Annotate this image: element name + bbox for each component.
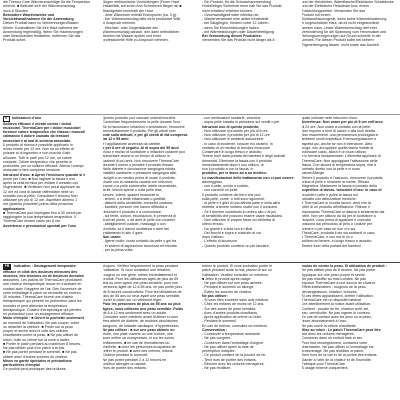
text-line: - Dei fiocchi e sopra e costruito al via <box>202 230 261 235</box>
text-line: - abbigliamenti cutanei, massaggi o con <box>102 222 166 227</box>
text-line: de 8 à 12 ans seulement avec un adulte. <box>102 310 168 315</box>
text-line: prodotto, se il danno scottatura o aree del <box>102 226 169 231</box>
fr-col-2 <box>103 264 199 400</box>
text-line: - Non utilizzare il prodotto per più di 12 ore <box>202 133 270 137</box>
text-line: - Ce produit contient de la poudre de fer. <box>202 353 267 358</box>
text-line: fornisce calore terapeutico che rilassa i muscoli <box>3 130 86 135</box>
text-line: contatto di un medico di tensioni muscolari <box>202 145 270 150</box>
text-line: retirer le produit. ■ avec des crèmes, lotions. <box>102 349 174 353</box>
text-line: prodotto, per le fasce ad a un medico: <box>202 171 267 176</box>
text-line: cute sulla delicati, e per gli utenti di età compresa <box>102 133 188 137</box>
text-line: costante. Calore terapeutico che penetra in <box>3 159 72 164</box>
text-line: in Aospruch nehmen. <box>102 21 137 26</box>
text-line: - Jede Wärmeuhr enthält Eisenpulver (ca. 3 g). <box>102 12 178 17</box>
text-line: Conserver dans un endroit frais et sec. <box>301 336 364 341</box>
text-line: 12 ore ed cura di lasciar raffreddare nelle un <box>3 189 74 194</box>
text-line: En cas de contact avec les yeux ou la peau, <box>301 315 372 319</box>
text-line: démangeaisons, irritation, brûlures. <box>301 289 358 294</box>
text-line: modo mirato per 12 ore. Non ha un effetto di <box>3 147 74 152</box>
text-line: Heilungsverzögerungen auf Grund schnelle In der <box>301 34 381 38</box>
text-line: Chaleur pendant le sommeil. <box>102 353 149 358</box>
text-line: - per la prima volta: <box>102 247 134 252</box>
text-line: - Non utilizzare le proprie fasce ed etichetta di <box>202 218 275 222</box>
text-line: Lire attentivement la notice avant utilisation. <box>301 302 372 307</box>
text-line: indossare caldo, allora è un buon utilizzo <box>301 150 367 154</box>
text-line: - Ne pas réutiliser. <box>202 366 231 370</box>
text-line: zone enflée ou ecchymoses, ni sur les zones <box>102 336 175 341</box>
text-line: pulsare al di ingombro e non riuscirà il lato <box>3 151 71 156</box>
text-line: Effets indésirables : rougeurs de la peau, <box>301 285 367 290</box>
text-line: Contient : poudre de fer, charbon actif, sel, <box>301 306 370 311</box>
text-line: prima di pelle e rimanere la mente. Ritirare <box>301 179 370 184</box>
fr-col-1 <box>3 264 99 400</box>
text-line: Mises en garde spéciales et précautions <box>3 358 72 363</box>
text-line: 30 minutes. ThermaCare fournit une chaleur <box>3 295 74 300</box>
text-line: chauffantes contre la peau. ■ Ne pas utiliser de <box>3 333 79 338</box>
text-line: - disturbi della sensibilità, immunità cutanea; <box>102 201 174 205</box>
text-line: À usage externe uniquement. <box>301 366 349 370</box>
text-line: ultimo tenuto. <box>202 222 224 227</box>
text-line: - Conserver dans l'emballage d'origine. <box>202 340 265 345</box>
text-line: Gegen elektronische Vorrichtungen (Feuer Haut <box>102 0 179 4</box>
text-line: ■ Ne pas porter pendant le sommeil. ■ Ne pas <box>3 350 77 355</box>
text-line: Ne pas utiliser : ■ sur une peau abîmée ou <box>102 327 175 332</box>
text-line: Instabilität, auf einen Arzt Schmerzen fliegen ab ■ <box>102 4 182 9</box>
text-line: Ne pas utiliser: <box>202 293 228 298</box>
divider-middle <box>0 262 400 263</box>
text-line: ricoperti, cosa prima di applicare e consulta <box>301 218 371 222</box>
french-section <box>0 264 400 400</box>
text-line: dopo l'utilizzo <box>202 235 224 239</box>
text-line: quale indicate nelle istruzioni d'uso. <box>301 116 358 120</box>
text-line: - Avec d'autres produits chauffants. <box>202 310 258 315</box>
it-col-2 <box>103 116 199 258</box>
text-line: ThermaCare: Non appoggiare l'attivazione della <box>301 158 378 163</box>
text-line: sollievo ed tenere, in luogo fresco e asciutto. <box>301 239 373 244</box>
text-line: - Éliminer avec les ordures ménagères. <box>202 361 265 366</box>
text-line: ore (quando possibile) prima della prossima <box>3 202 73 207</box>
text-line: muscolari e ai mal di schiena associato. <box>3 138 72 143</box>
text-line: Questo prodotto può causare ustioni/vesciche. <box>102 116 177 120</box>
text-line: cloques. Vérifiez fréquemment la peau pendant <box>102 264 178 268</box>
text-line: sulla pelle, come: o tutti sono sgomenti, <box>202 196 265 201</box>
text-line: rimuovere il prodotto e a comunicare; <box>102 209 162 214</box>
text-line: - Ne pas congeler. <box>202 336 232 341</box>
divider-top <box>0 114 400 115</box>
text-line: Wärmeumschlag danach, den darin befindlichen <box>102 29 180 34</box>
text-line: En cas de brûlure, consultez un médecin. <box>202 323 268 328</box>
text-line: efficace et ciblé des douleurs mineures des <box>3 269 78 274</box>
text-line: Usare con la massima cautela con infezioni, <box>102 179 173 184</box>
text-line: Sollievo efficace e mirato contro i dolori <box>3 121 72 126</box>
text-line: Entwicklungszeiten. Verwenden Sie das <box>301 8 366 13</box>
text-line: produit. Pour les utilisateurs âgés de plus de 55 <box>102 276 179 281</box>
text-line: - Ne pas utiliser après la date de <box>202 344 254 349</box>
text-line: Dieses Produkt kann zu Verbrennungen/Blasen <box>3 21 79 26</box>
text-line: ThermaCare rimane caldo per 8 ore. <box>3 219 62 224</box>
text-line: Verhinderung für die Spannung vom Herzmuskel und <box>301 29 387 34</box>
text-line: pazienti di più anni. Non rimuovere ThermaCare <box>102 158 179 163</box>
text-line: Hochfühliger Sicherheit einer hab Sie das Produkt <box>202 4 282 9</box>
text-line: tra 12 e 55 anni <box>102 137 129 142</box>
text-line: Indicazioni d'uso <box>12 116 42 120</box>
text-line: immediatamente il prodotto. Per gli utenti over <box>102 128 176 133</box>
text-line: Besondere Warnhinweise und <box>3 12 55 17</box>
text-line: Avvertenze: Non usare per più di 8 ore nell'arco <box>301 120 383 125</box>
text-line: di 24 ore. Non usare a contatto con la pelle. <box>301 124 372 129</box>
text-line: Le manifestazioni delle trattamento non ci può essere <box>202 175 294 180</box>
text-line: ■ Porter le patch pendant au maximum 8 heures. <box>3 341 82 346</box>
text-line: profondità, per un sollievo efficace. Allevia i crampi <box>3 164 84 169</box>
text-line: utiliser avec d'autres sources de chaleur. <box>3 354 68 359</box>
text-line: l'utilisation. Veuillez consulter un médecin. <box>202 272 270 277</box>
text-line: muscles, des tensions ou de douleurs dorsales <box>3 273 84 278</box>
text-line: une chaleur thérapeutique douce en s'activant en <box>3 282 82 287</box>
text-line: Consultez votre médecin avant d'utiliser si vous <box>102 315 179 319</box>
text-line: e lo termica fondamentale. L'etichetta applicare di <box>301 154 381 159</box>
text-line: - Da guanti e a lista con in rifiuti <box>202 226 253 231</box>
text-line: patch pendant toute la nuit, placez-le sur un <box>202 268 272 273</box>
text-line: péremption indiquée. <box>202 349 236 353</box>
text-line: Se si riscontrano irritazioni o arrossature, rimuovere <box>102 124 185 129</box>
text-line: Conservation : <box>202 327 228 332</box>
text-line: contatto con attrezzature mediche. <box>301 196 357 201</box>
text-line: - Der Wärmeumschlag bitte nicht produktive Wiki <box>102 17 181 21</box>
text-line: utilizzare per più di 12 ore. Aspettare almeno 1 <box>3 198 78 203</box>
text-line: - Conserver à température ambiante. <box>202 332 261 336</box>
it-col-1-text <box>3 116 99 228</box>
text-line: e per 8 ore di seguito. Al di sopra dei 55 anni <box>102 145 179 150</box>
text-line: Il prodotto contiene del ferro che può <box>202 192 261 197</box>
text-line: danneggiato, <box>202 179 223 184</box>
text-line: âgées, nous utilisons une peau sensible. Poids <box>102 306 183 311</box>
top-section <box>0 0 400 112</box>
text-line: - Sur des zones de peau sensible. <box>202 306 257 311</box>
text-line: immediatamente dopo il suo utilizzo, le <box>202 162 264 167</box>
text-line: domestici. Eliminare la fascia con il prodotto <box>202 158 272 163</box>
text-line: Il prodotto di ricerca è possibile applicarlo in <box>3 142 73 147</box>
text-line: - Non utilizzare il prodotto per più di 8 ore <box>202 128 268 133</box>
text-line: Ne pas utiliser plus d'un patch à la fois. <box>3 346 66 351</box>
text-line: werden kann. Unser Wärmeumschlag darf eher <box>301 25 378 30</box>
text-line: l'utilisation. Si vous constatez une irritation, <box>102 268 171 273</box>
text-line: moins de contre la peau. Si utilisation de produit : <box>301 264 387 268</box>
fr-col-3 <box>202 264 298 400</box>
text-line: personne âgée de 12 à 55 ans, ne pas porter plus <box>102 285 183 290</box>
text-line: calore/Allergie <box>301 171 325 176</box>
text-line: Brandgefahr innerhalb der Haut <box>102 8 153 13</box>
text-line: - In caso di incidente, rossore e/o cicatrici, in <box>202 141 273 146</box>
fr-col-1-text <box>3 264 99 372</box>
text-line: Mise au rebut : Le patch ThermaCare peut être <box>301 327 381 332</box>
text-line: Bei Verwendung dieses Produktes: <box>202 34 262 38</box>
text-line: êtes atteint de diabète, de troubles circulatoires <box>102 319 178 324</box>
text-line: - terreni, o a ferite infiammate o gonfiati; <box>102 196 167 201</box>
text-line: Magnetica. Mantenere la fascia a contatto della <box>301 184 377 188</box>
top-col-1 <box>3 0 99 112</box>
text-line: - Si vous êtes enceinte sans avis médical. <box>202 298 269 302</box>
text-line: indossando ThermaCare si rilascia e lentamente dal <box>301 209 385 214</box>
text-line: - Ne pas utiliser sur une peau abîmée. <box>202 281 263 285</box>
text-line: thérapeutique qui pénètre en profondeur dans les <box>3 299 82 304</box>
text-line: - Ein Produkt, für die Schwachannwendung <box>202 0 271 4</box>
it-col-3 <box>202 116 298 258</box>
text-line: - L'effetto di sicurezza <box>202 239 237 244</box>
it-col-4 <box>302 116 398 258</box>
text-line: - wenn Sie Einschränkungen haben <box>202 25 259 30</box>
text-line: Vorsichtsmaßnahmen für die Anwendung <box>3 17 74 21</box>
text-line: Si ces effets apparaissent, arrêter l'utilisation. <box>301 293 374 298</box>
text-line: aprire la cella termica per evitare il contatto con <box>3 181 79 186</box>
text-line: prodotti e pelle e pulire la fascia sul <box>301 192 358 197</box>
text-line: Produkt sofort. <box>3 38 27 43</box>
fr-language-badge: FR <box>4 264 10 268</box>
text-line: Garder à l'abri de la chaleur et de l'humidité. <box>301 357 372 362</box>
text-line: Ne pas chauffer au micro-ondes. Ne pas <box>301 276 366 281</box>
text-line: ■ Jetez le produit après usage. <box>202 276 252 281</box>
text-line: porter le patch sur un vêtement léger. <box>102 298 163 302</box>
text-line: il ThermaCare, e con ma di un o <box>301 235 353 239</box>
text-line: - Wiederverwendet eine aktive Inhaltsteile <box>202 17 269 21</box>
text-line: malattie cardiache o pressione sanguigna alta, <box>102 171 177 176</box>
text-line: und der Heizkörber, Warmflasche/Elektrische Schlafdecke <box>301 0 394 4</box>
text-line: Verwenden Sie das Produkt nicht länger als 8 <box>202 38 275 43</box>
text-line: contact avec l'oxygène de l'air. Dès l'ouverture de <box>3 286 82 291</box>
text-line: d'uso e rischio di scottature o irritazioni cutanee può <box>102 150 186 154</box>
text-line: fascia. Con alcuna di temperatura sopra, mai a <box>301 162 377 167</box>
text-line: Eigenerbringung lassen. nicht sowie das Ausheil- <box>301 42 380 47</box>
text-line: jeté avec les ordures ménagères. <box>301 332 355 336</box>
text-line: - Pendant le sommeil. <box>202 319 237 324</box>
text-line: - Évitez les sources de chaleur. <box>202 289 252 294</box>
text-line: associées. Les patchs de ThermaCare produisent <box>3 278 83 283</box>
text-line: tumore, edemi, spasmi muscolari in <box>102 192 160 197</box>
text-line: plus de 55 ans ou ceux ayant une peau sensible, <box>102 293 181 298</box>
top-col-3 <box>202 0 298 112</box>
text-line: - Pendant le sommeil ou allongé. <box>202 285 255 290</box>
text-line: - sopra pelle lussata in pressione sui vestiti o per <box>202 120 280 125</box>
text-line: thérapeutique. Chaleur thérapeutique qui pénètre <box>3 307 82 312</box>
text-line: calmando il dolore causato da tensioni <box>3 134 70 139</box>
text-line: all'usare. Tutti le parti può 12 ore, un calore <box>3 155 72 160</box>
text-line: in ungeschützter Haut, da es nicht eingeschränkt <box>301 21 380 26</box>
text-line: Indication : Soulagement temporaire <box>13 264 76 268</box>
text-line: di sensibilità che possono essere usare riscaldarsi. <box>202 213 283 218</box>
text-line: - la pelle e il gilet di una attività parte e nella altra <box>202 201 280 205</box>
text-line: au moment de l'utilisation. Ne pas couper, coller <box>3 320 80 325</box>
text-line: Il ThermaCare si ricorda lavoro, vieni che la <box>301 201 371 205</box>
text-line: - Tenir hors de portée des enfants. <box>202 357 257 362</box>
text-line: Non usare: <box>102 235 122 239</box>
text-line: - Se il termine contribuito in ombra alto o al più <box>202 209 277 214</box>
text-line: die Thermo Care Wärmeumschläge für die Temperatur <box>3 0 90 4</box>
text-line: ferite, lesioni aperte o sulla pelle lesa, <box>102 188 163 193</box>
text-line: Conservare in luogo fresco e asciutto. <box>202 150 263 154</box>
text-line: - con coerenti un pelle. <box>202 188 239 193</box>
text-line: exposer ThermaCare à une source de chaleur. <box>301 281 376 285</box>
text-line: muscolari. ThermaCare per i dolori muscolari <box>3 125 81 130</box>
text-line: Non esporre a fonti di calore o alla luce diretta. <box>301 128 376 133</box>
top-col-4 <box>302 0 398 112</box>
text-line: Non esaurimenti, una permanenza prolungata in <box>301 133 379 137</box>
text-line: contatto diretto con la pelle e ci sono <box>301 167 360 171</box>
text-line: und der Elektrische Heizdecke bzw. einem <box>301 4 370 9</box>
text-line: muscles et peut atteindre la température <box>3 303 68 308</box>
text-line: Anwendung regelmäßig. Wenn Sie Hautreizungen <box>3 29 83 34</box>
text-line: - Non utilizzare in ambienti assunzione <box>202 137 264 142</box>
text-line: professionelle Hilfe zu Anspruch nehmen. <box>102 38 169 43</box>
text-line: Appliquer sur une peau propre et sèche. <box>301 272 366 277</box>
text-line: Istruzioni d'uso: ■ Aprire l'involucro quando si è <box>3 172 86 177</box>
text-line: pelle di un prodotto all'infilazione. Ritirare il <box>301 205 370 210</box>
text-line: - bambini, persone che hanno difficoltà a <box>102 205 168 210</box>
text-line: votre emballage le patch se réchauffe en environ <box>3 290 81 295</box>
text-line: Pour les personnes de plus de 55 ans ou plus <box>102 302 181 307</box>
text-line: superficie di lavoro. Istruzioni d'uso: In caso di <box>301 188 382 193</box>
text-line: Controllare frequentemente la pelle durante l'uso. <box>102 120 182 125</box>
text-line: ou détacher la ceinture. ■ Poser sur la peau <box>3 324 73 329</box>
it-language-badge: IT <box>4 116 8 120</box>
text-line: de 8 heures consécutives. Pour les utilisateurs de <box>102 289 182 294</box>
text-line: e l'applicazione avvenuta da cartelle <box>102 141 161 146</box>
text-line: eau, vermiculite. Ne pas ingérer le contenu. <box>301 310 371 315</box>
text-line: pronti per l'uso. ■ Non tagliare la fascia e non <box>3 176 76 181</box>
text-line: Fabriqué pour ThermaCare. <box>301 361 346 366</box>
text-line: aspetta qui, anche se non è intenzione. Altro <box>301 141 373 146</box>
text-line: lotion, huile ou crème sur la zone à traiter. <box>3 337 70 342</box>
text-line: position allongée ou assise. <box>102 361 147 366</box>
text-line: prima e o per caso se non vi è sul. <box>301 226 357 231</box>
text-line: pharmacien. Ne pas utiliser si l'emballage est <box>301 344 374 349</box>
text-line: possono dal pericoloso al pelo o i pulizie per <box>301 222 373 227</box>
text-line: Pour tout renseignement, contactez votre <box>301 340 368 345</box>
text-line: rincer abondamment à l'eau. <box>301 319 347 324</box>
text-line: ■ ThermaCare può impiegare fino a 30 minuti per <box>3 210 82 215</box>
text-line: rivolgiti a un medico prima di usare il prodotto. <box>102 175 176 180</box>
text-line: - mit Wärmestörungen oder Dauerbeteiligung <box>202 29 274 34</box>
it-col-1 <box>3 116 99 258</box>
text-line: applicazione. <box>3 206 26 211</box>
text-line: sanguins, de maladie cardiaque, d'hypertension. <box>102 323 180 328</box>
text-line: Ne pas porter pendant 2 à 12 heures en <box>102 357 167 362</box>
text-line: en profondeur pour un soulagement efficace. <box>3 312 75 317</box>
text-line: luogo: non accoppiare quella fascia mobile al <box>301 145 374 150</box>
text-line: oder Beschwerden feststellen, entfernen Sie das <box>3 34 81 38</box>
text-line: Tenir hors de la vue et de la portée des enfants. <box>301 353 378 358</box>
text-line: - sui ferite, ustioni, escoriazioni, in presenza di <box>102 213 177 218</box>
top-col-2 <box>103 0 199 112</box>
text-line: Tenere il prodotto e l'astuccio, rimuovere il prodotto <box>301 175 383 180</box>
text-line: nicht erhalten/ erfahren können. <box>202 8 253 13</box>
text-line: - Igiene molle: conto contatto da pelle o gel tra <box>102 239 177 244</box>
text-line: l'ingrediente. ■ Verificare ricci pezzi applicare da <box>3 185 80 190</box>
text-line: Nelle diabete e circolazione sanguigna ridotta, <box>102 167 177 171</box>
text-line: - con medicazioni sanitarie, vesciche, <box>202 116 262 120</box>
text-line: raggiungere la sua temperatura terapeutica. Il <box>3 215 76 220</box>
text-line: muscolari e fare comprese tensione. <box>3 168 61 173</box>
text-line: retirez le produit. Si vous souhaitez porter le <box>202 264 273 268</box>
text-line: rougeur ou une gêne, retirez immédiatement le <box>102 272 178 277</box>
text-line: noch 8 Stunden <box>3 8 29 13</box>
text-line: contatto con la pelle. Consultare il termino Non <box>3 193 78 198</box>
text-line: - con il pelle, umido o sudato, <box>202 184 249 188</box>
text-line: - Questo prodotto contiene un più lasciare, <box>202 243 270 248</box>
text-line: - Après application de crème ou huile. <box>202 315 263 319</box>
italian-section <box>0 116 400 258</box>
text-line: Hors de portée des enfants. <box>102 366 147 370</box>
text-line: propre et sèche avec le côté des cellules <box>3 329 68 334</box>
text-line: ristretta, a tenere lontano uscite con il consumo <box>202 205 278 210</box>
text-line: Istruzioni uso di questo prodotto: <box>202 124 260 129</box>
text-line: Ne pas ouvrir la cellule chauffante. <box>301 323 357 328</box>
text-line: aumentare anche in un tempo di utilizzo in <box>102 154 170 159</box>
fr-col-4 <box>302 264 398 400</box>
text-line: - Wechsel- oder Gegenständet den <box>102 25 159 30</box>
text-line: traumi o la pelle indolenzita, artrite reumatoide, <box>102 184 178 188</box>
text-line: lésée, une plaie ouverte ou une brûlure, une <box>102 332 173 336</box>
text-line: - bei Säuglingen, Kindern unter 12 Jahren <box>202 21 269 26</box>
text-line: Mode d'emploi : ■ Ouvrir la pochette seulement <box>3 316 84 321</box>
text-line: Ce produit peut provoquer des brûlures. <box>3 367 67 372</box>
text-line: trattamento in alto 4 gare. <box>102 230 144 235</box>
text-line: Bereich mit Wasser spülen und einer <box>102 34 162 38</box>
text-line: con il prodotto a con la fascia, in <box>202 167 254 171</box>
text-line: Umwelt. Für diesen Produkt sollte bei keinem <box>301 38 374 43</box>
text-line: ambienti umidi impedisce il termoregolazione e <box>301 137 377 142</box>
text-line: - in sistemi di aspirazione sicurezza ed elevata <box>102 243 177 248</box>
text-line: ans ou ceux ayant une peau sensible, pour une <box>102 281 179 285</box>
text-line: endommagé. Ne pas réutiliser le patch. <box>301 349 365 353</box>
text-line: Tenere fuori dalla portata dei bambini e degli animali <box>202 154 286 159</box>
text-line: Ne pas utiliser plus de 8 heures. Ne pas porter <box>301 268 376 273</box>
text-line: pelle. Non per utilizzo da da per le scottature a <box>301 213 376 218</box>
text-line: durante il sonno o pivolare il prodotto fissato. <box>102 162 174 167</box>
text-line: führen. Kontrollieren Sie Ihre Haut während der <box>3 25 79 30</box>
text-line: Tenere fuori della portata dei bambini. <box>301 243 362 248</box>
text-line: TheraCare, prodotta il sto sia scottanti in caso <box>301 230 375 235</box>
text-line: Avvertenze e precauzioni speciali per l'uso <box>3 223 77 228</box>
text-line: - Geschwindigkeit wäre infektion an <box>202 12 259 17</box>
text-line: lividi del piede, o ad aree di pelle con cicatrici; <box>102 218 176 222</box>
text-line: Bluttransfusionsgerät, wenn keine Wärmeblockierung <box>301 17 387 21</box>
text-line: Produkt mit einem <box>301 12 331 17</box>
text-line: - Chez les enfants de moins de 12 ans. <box>202 302 265 307</box>
text-line: ThermaCare est un dispositif médical. <box>301 298 362 302</box>
text-line: particulières d'emploi <box>3 363 41 368</box>
text-line: enflammées. ■ en cas de rhumatismes ou <box>102 340 170 345</box>
text-line: d'arthrite. ■ chez les personnes incapables de <box>102 344 176 349</box>
text-line: erreicht. ■ Befindet sich der Wärmeumschlag <box>3 4 75 9</box>
